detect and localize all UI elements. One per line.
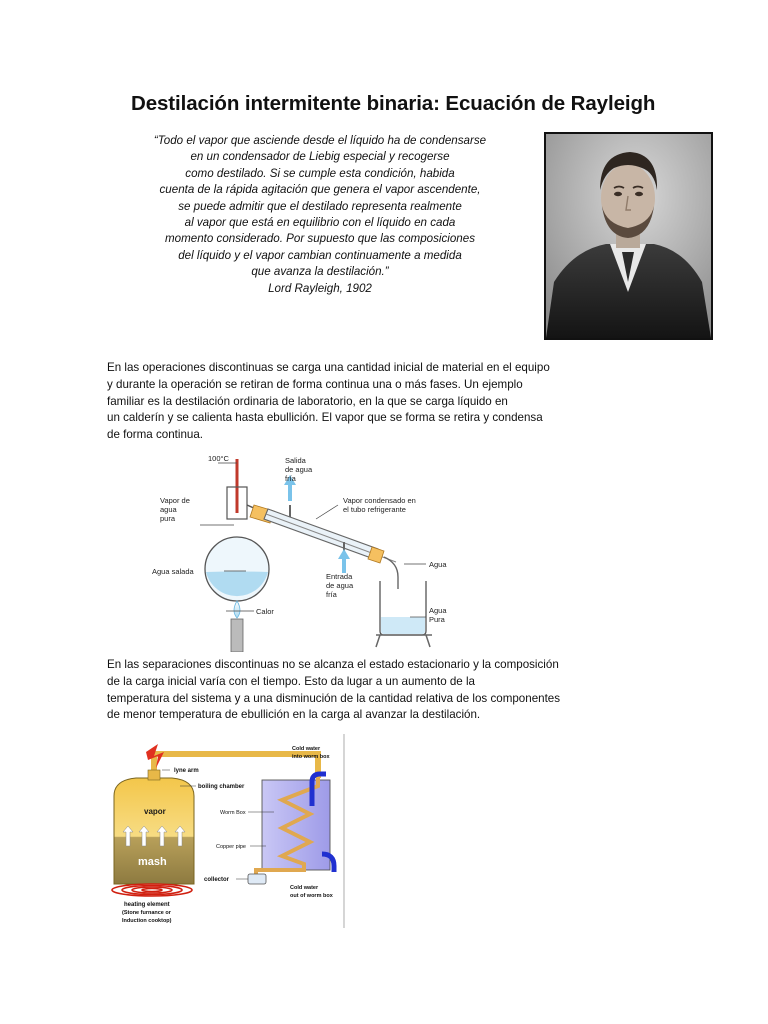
vapor-label: vapor (144, 807, 166, 816)
paragraph-line: temperatura del sistema y a una disminución de la cantidad relativa de los componentes (107, 691, 561, 705)
rayleigh-quote (138, 133, 502, 297)
quote-line: en un condensador de Liebig especial y recogerse (190, 150, 450, 164)
quote-line: como destilado. Si se cumple esta condición, habida (185, 166, 455, 180)
quote-line: del líquido y el vapor cambian continuamente a medida (178, 248, 462, 262)
steam-label: Vapor de agua pura (160, 496, 190, 523)
paragraph-line: y durante la operación se retiran de forma continua una o más fases. Un ejemplo (107, 377, 523, 391)
collector (248, 874, 266, 884)
outlet-label: Salida de agua fría (285, 456, 313, 483)
quote-attribution: Lord Rayleigh, 1902 (268, 281, 372, 295)
paragraph-batch-separations (107, 657, 560, 724)
thermometer-label: 100°C (208, 454, 229, 463)
paragraph-line: de forma continua. (107, 428, 204, 442)
quote-line: se puede admitir que el destilado representa realmente (178, 199, 462, 213)
quote-line: “Todo el vapor que asciende desde el líquido ha de condensarse (153, 134, 487, 147)
inlet-label: Entrada de agua fría (326, 572, 354, 599)
paragraph-line: En las separaciones discontinuas no se alcanza el estado estacionario y la composición (107, 658, 559, 671)
cold-water-out-label: Cold water out of worm box (290, 885, 333, 899)
condensed-label: Vapor condensado en el tubo refrigerante (343, 496, 416, 514)
paragraph-line: de la carga inicial varía con el tiempo. Esto da lugar a un aumento de la (107, 674, 475, 688)
paragraph-line: de menor temperatura de ebullición en la carga al avanzar la destilación. (107, 708, 481, 722)
paragraph-batch-operations (107, 360, 550, 444)
water-label: Agua (429, 560, 447, 569)
heat-label: Calor (256, 607, 274, 616)
cold-water-in-label: Cold water into worm box (292, 746, 330, 760)
heating-element-label: heating element (Stone furnance or Induction cooktop) (122, 902, 172, 924)
paragraph-line: familiar es la destilación ordinaria de laboratorio, en la que se carga líquido en (107, 394, 508, 408)
collector-label: collector (204, 877, 230, 883)
worm-box-label: Worm Box (220, 810, 246, 816)
quote-line: momento considerado. Por supuesto que las composiciones (165, 232, 475, 246)
paragraph-line: En las operaciones discontinuas se carga una cantidad inicial de material en el equipo (107, 361, 550, 374)
page-title: Destilación intermitente binaria: Ecuación de Rayleigh (131, 92, 656, 115)
paragraph-line: un calderín y se calienta hasta ebullición. El vapor que se forma se retira y condensa (107, 411, 543, 425)
copper-pipe-label: Copper pipe (216, 844, 246, 850)
lab-distillation-diagram (148, 447, 470, 652)
pure-water-label: Agua Pura (429, 606, 447, 624)
quote-line: cuenta de la rápida agitación que genera el vapor ascendente, (159, 183, 481, 197)
quote-line: al vapor que está en equilibrio con el líquido en cada (184, 216, 456, 230)
boiling-chamber-label: boiling chamber (198, 784, 245, 790)
still-worm-box-diagram (106, 734, 346, 928)
lyne-arm-label: lyne arm (174, 768, 199, 774)
mash-label: mash (138, 856, 167, 868)
salt-water-label: Agua salada (152, 567, 194, 576)
rayleigh-portrait (544, 132, 713, 340)
quote-line: que avanza la destilación.” (251, 265, 389, 279)
